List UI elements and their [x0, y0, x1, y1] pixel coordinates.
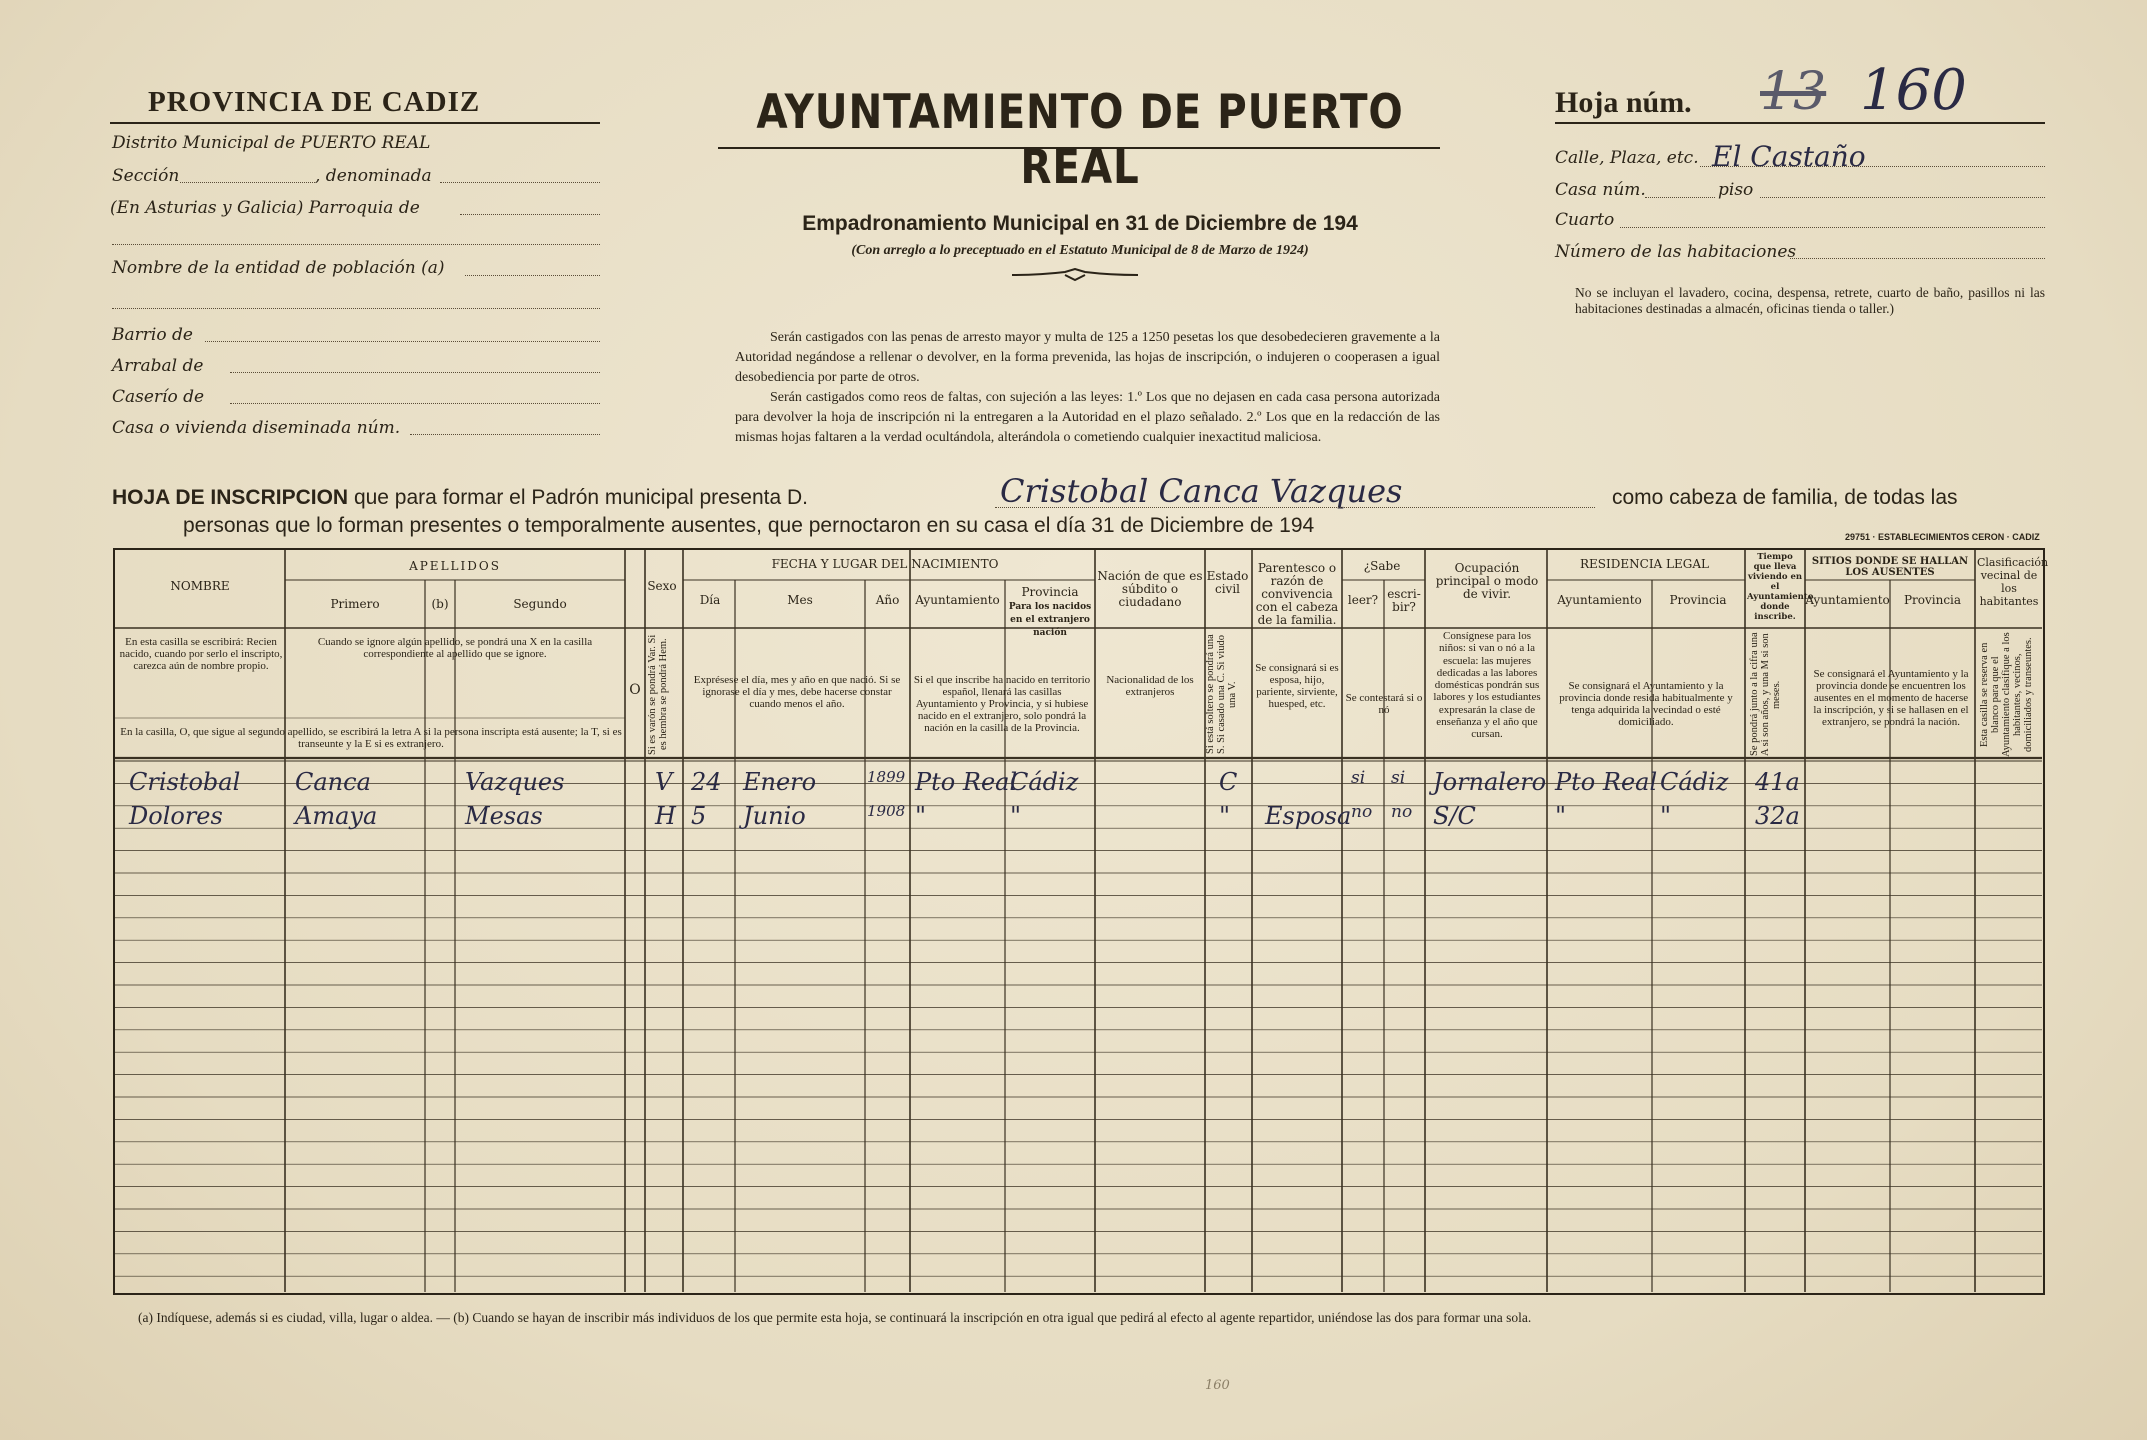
caserio-field[interactable] [230, 403, 600, 404]
hdr-fecha-lugar: FECHA Y LUGAR DEL NACIMIENTO [771, 557, 999, 571]
habitaciones-label: Número de las habitaciones [1555, 242, 1797, 262]
piso-field[interactable] [1760, 197, 2045, 198]
estatuto-note: (Con arreglo a lo preceptuado en el Estatuto Municipal de 8 de Marzo de 1924) [851, 243, 1309, 258]
hdr-sabe: ¿Sabe [1363, 559, 1401, 573]
note-nacion: Nacionalidad de los extranjeros [1106, 674, 1194, 698]
row-1-leer[interactable]: si [1351, 768, 1366, 788]
hdr-res-ayto: Ayuntamiento [1557, 593, 1642, 607]
distrito-label: Distrito Municipal de PUERTO REAL [112, 133, 431, 153]
hdr-parentesco: Parentesco o razón de convivencia con el cabeza de la familia. [1255, 561, 1339, 627]
arrabal-field[interactable] [230, 372, 600, 373]
seccion-label: Sección [112, 166, 180, 186]
note-sitios: Se consignará el Ayuntamiento y la provincia donde se encuentren los ausentes en el momento de hacerse la inscripción, y si se hallasen en el extranjero, se pondrá la nación. [1813, 668, 1969, 728]
row-2-nombre[interactable]: Dolores [129, 802, 223, 830]
hdr-res-prov: Provincia [1669, 593, 1727, 607]
row-1-segundo[interactable]: Vazques [465, 768, 565, 796]
hdr-clasificacion: Clasificación vecinal de los habitantes [1977, 556, 2049, 608]
cuarto-label: Cuarto [1555, 210, 1615, 230]
calle-label: Calle, Plaza, etc. [1555, 148, 1699, 168]
hdr-sit-ayto: Ayuntamiento [1805, 593, 1890, 607]
hdr-segundo: Segundo [513, 597, 567, 611]
penalty-paragraph-2: Serán castigados como reos de faltas, con sujeción a las leyes: 1.º Los que no dejasen en cada casa persona autorizada para devolver la hoja de inscripción ni la entregaren a la Autoridad en el plazo señalado. 2.º Los que en la redacción de las mismas hojas faltaren a la verdad ocultándola, alterándola o cometiendo cualquier inexactitud maliciosa. [735, 390, 1440, 445]
penalty-paragraph-1: Serán castigados con las penas de arresto mayor y multa de 125 a 1250 pesetas los que desobedecieren gravemente a la Autoridad negándose a rellenar o devolver, en la forma prevenida, las hojas de inscripción, o indujeren o cooperasen a igual desobediencia por parte de otros. [735, 330, 1440, 385]
inscripcion-text-2: como cabeza de familia, de todas las [1612, 486, 1958, 509]
habitaciones-field[interactable] [1790, 258, 2045, 259]
row-2-estado[interactable]: " [1219, 802, 1231, 830]
row-2-dia[interactable]: 5 [691, 802, 707, 830]
hdr-estado: Estado civil [1206, 569, 1249, 596]
col-o-mark: O [629, 682, 641, 698]
note-fecha: Exprésese el día, mes y año en que nació. Si se ignorase el día y mes, debe hacerse constar cuando menos el año. [693, 674, 901, 710]
hdr-ocupacion: Ocupación principal o modo de vivir. [1435, 561, 1539, 601]
caserio-label: Caserío de [112, 387, 205, 407]
cabeza-name[interactable]: Cristobal Canca Vazques [1000, 472, 1403, 510]
inscripcion-lead: HOJA DE INSCRIPCION [112, 486, 349, 509]
row-1-res_ayto[interactable]: Pto Real [1555, 768, 1658, 796]
habitaciones-note: No se incluyan el lavadero, cocina, despensa, retrete, cuarto de baño, pasillos ni las habitaciones destinadas a almacén, oficinas tienda o taller.) [1575, 285, 2045, 316]
piso-label: piso [1718, 180, 1754, 200]
row-1-tiempo[interactable]: 41a [1755, 768, 1800, 796]
row-2-ocupacion[interactable]: S/C [1433, 802, 1476, 830]
denominada-label: , denominada [315, 166, 432, 186]
hdr-sitios: SITIOS DONDE SE HALLAN LOS AUSENTES [1811, 556, 1969, 578]
ornament-rule [1010, 268, 1140, 282]
row-1-ano[interactable]: 1899 [867, 768, 906, 786]
parroquia-field[interactable] [460, 214, 600, 215]
row-1-ayto[interactable]: Pto Real [915, 768, 1018, 796]
hdr-escribir: escri- bir? [1387, 587, 1421, 614]
footer-note: (a) Indíquese, además si es ciudad, villa, lugar o aldea. — (b) Cuando se hayan de inscribir más individuos de los que permite esta hoja, se continuará la inscripción en otra igual que pedirá al efecto al agente repartidor, uniéndose las dos para formar una sola. [138, 1310, 1532, 1325]
row-2-parentesco[interactable]: Esposa [1265, 802, 1352, 830]
hdr-sit-prov: Provincia [1903, 593, 1962, 607]
barrio-label: Barrio de [112, 325, 193, 345]
casa-num-field[interactable] [1645, 197, 1715, 198]
row-1-primero[interactable]: Canca [295, 768, 371, 796]
seccion-field[interactable] [180, 182, 315, 183]
hdr-b: (b) [431, 597, 449, 611]
row-2-res_prov[interactable]: " [1660, 802, 1672, 830]
note-estado: Si está soltero se pondrá una S. Si casado una C. Si viudo una V. [1205, 634, 1238, 755]
page-mark: 160 [1205, 1378, 1230, 1393]
row-2-primero[interactable]: Amaya [295, 802, 378, 830]
printer-mark: 29751 · ESTABLECIMIENTOS CERON · CADIZ [1845, 532, 2040, 542]
note-residencia: Se consignará el Ayuntamiento y la provincia donde resida habitualmente y tenga adquirida la vecindad o esté domiciliado. [1559, 680, 1733, 728]
hdr-residencia: RESIDENCIA LEGAL [1580, 557, 1709, 571]
row-2-ano[interactable]: 1908 [867, 802, 906, 820]
entidad-label: Nombre de la entidad de población (a) [112, 258, 445, 278]
inscripcion-text-3: personas que lo forman presentes o temporalmente ausentes, que pernoctaron en su casa el día 31 de Diciembre de 194 [183, 514, 1315, 537]
inscription-table [113, 548, 2049, 1295]
hdr-mes: Mes [787, 593, 813, 607]
row-2-escribir[interactable]: no [1391, 802, 1413, 822]
note-parentesco: Se consignará si es esposa, hijo, pariente, sirviente, huesped, etc. [1255, 662, 1339, 710]
row-2-sexo[interactable]: H [655, 802, 676, 830]
row-2-segundo[interactable]: Mesas [465, 802, 543, 830]
inscripcion-text-1: que para formar el Padrón municipal presenta D. [353, 486, 809, 509]
inscripcion-line-1 [112, 486, 808, 510]
barrio-field[interactable] [205, 341, 600, 342]
note-clasificacion: Esta casilla se reserva en blanco para que el Ayuntamiento clasifique a los habitantes, vecinos, domiciliados y transeuntes. [1979, 632, 2034, 757]
row-1-res_prov[interactable]: Cádiz [1660, 768, 1729, 796]
hdr-sexo: Sexo [647, 579, 677, 593]
arrabal-label: Arrabal de [112, 356, 204, 376]
row-2-tiempo[interactable]: 32a [1755, 802, 1800, 830]
casa-field[interactable] [410, 434, 600, 435]
denominada-field[interactable] [440, 182, 600, 183]
hoja-number[interactable]: 160 [1860, 58, 1967, 123]
row-2-leer[interactable]: no [1351, 802, 1373, 822]
ayuntamiento-title: AYUNTAMIENTO DE PUERTO REAL [756, 85, 1404, 195]
province-title: PROVINCIA DE CADIZ [148, 86, 481, 118]
hoja-label: Hoja núm. [1555, 86, 1692, 119]
empadronamiento-subtitle: Empadronamiento Municipal en 31 de Diciembre de 194 [802, 212, 1358, 235]
hdr-primero: Primero [330, 597, 380, 611]
row-2-ayto[interactable]: " [915, 802, 927, 830]
row-1-mes[interactable]: Enero [743, 768, 817, 796]
note-lugar: Si el que inscribe ha nacido en territorio español, llenará las casillas Ayuntamiento y Provincia, y si hubiese nacido en el extranjero, solo pondrá la nación en la casilla de la Provincia. [913, 674, 1091, 734]
hoja-number-crossed: 13 [1760, 62, 1827, 122]
hdr-provincia: Provincia Para los nacidos en el extranjero nación [1008, 585, 1092, 638]
hdr-ayuntamiento: Ayuntamiento [915, 593, 1000, 607]
casa-num-label: Casa núm. [1555, 180, 1646, 200]
hdr-nombre: NOMBRE [170, 579, 230, 593]
hdr-dia: Día [699, 593, 721, 607]
hdr-apellidos: APELLIDOS [409, 559, 501, 573]
hdr-tiempo: Tiempo que lleva viviendo en el Ayuntamiento donde inscribe. [1747, 552, 1814, 622]
row-1-dia[interactable]: 24 [691, 768, 722, 796]
hdr-leer: leer? [1347, 593, 1379, 607]
row-2-res_ayto[interactable]: " [1555, 802, 1567, 830]
row-1-prov[interactable]: Cádiz [1010, 768, 1079, 796]
note-nombre: En esta casilla se escribirá: Recien nacido, cuando por serlo el inscripto, carezca aún de nombre propio. [119, 636, 283, 672]
row-1-nombre[interactable]: Cristobal [129, 768, 241, 796]
row-2-prov[interactable]: " [1010, 802, 1022, 830]
cuarto-field[interactable] [1620, 227, 2045, 228]
note-tiempo: Se pondrá junto a la cifra una A si son años, y una M si son meses. [1749, 632, 1782, 757]
entidad-field[interactable] [465, 275, 600, 276]
note-apellidos: Cuando se ignore algún apellido, se pondrá una X en la casilla correspondiente al apellido que se ignore. [317, 636, 593, 660]
note-sabe: Se contestará si o nó [1345, 692, 1423, 716]
row-1-ocupacion[interactable]: Jornalero [1433, 768, 1547, 796]
row-1-escribir[interactable]: si [1391, 768, 1406, 788]
hdr-ano: Año [875, 593, 900, 607]
row-1-sexo[interactable]: V [655, 768, 673, 796]
hdr-nacion: Nación de que es súbdito o ciudadano [1097, 569, 1203, 609]
row-1-estado[interactable]: C [1219, 768, 1238, 796]
note-sexo: Si es varón se pondrá Var. Si es hembra se pondrá Hem. [647, 634, 669, 755]
note-ocupacion: Consígnese para los niños: si van o nó a la escuela: las mujeres dedicadas a las labores domésticas pondrán sus labores y los estudiantes expresarán la clase de enseñanza y el año que cursan. [1433, 630, 1541, 741]
parroquia-label: (En Asturias y Galicia) Parroquia de [110, 198, 420, 218]
casa-label: Casa o vivienda diseminada núm. [112, 418, 401, 438]
note-casilla-o: En la casilla, O, que sigue al segundo apellido, se escribirá la letra A si la persona inscripta está ausente; la T, si es transeunte y la E si es extranjero. [120, 726, 622, 750]
calle-value[interactable]: El Castaño [1712, 140, 1866, 173]
row-2-mes[interactable]: Junio [743, 802, 806, 830]
